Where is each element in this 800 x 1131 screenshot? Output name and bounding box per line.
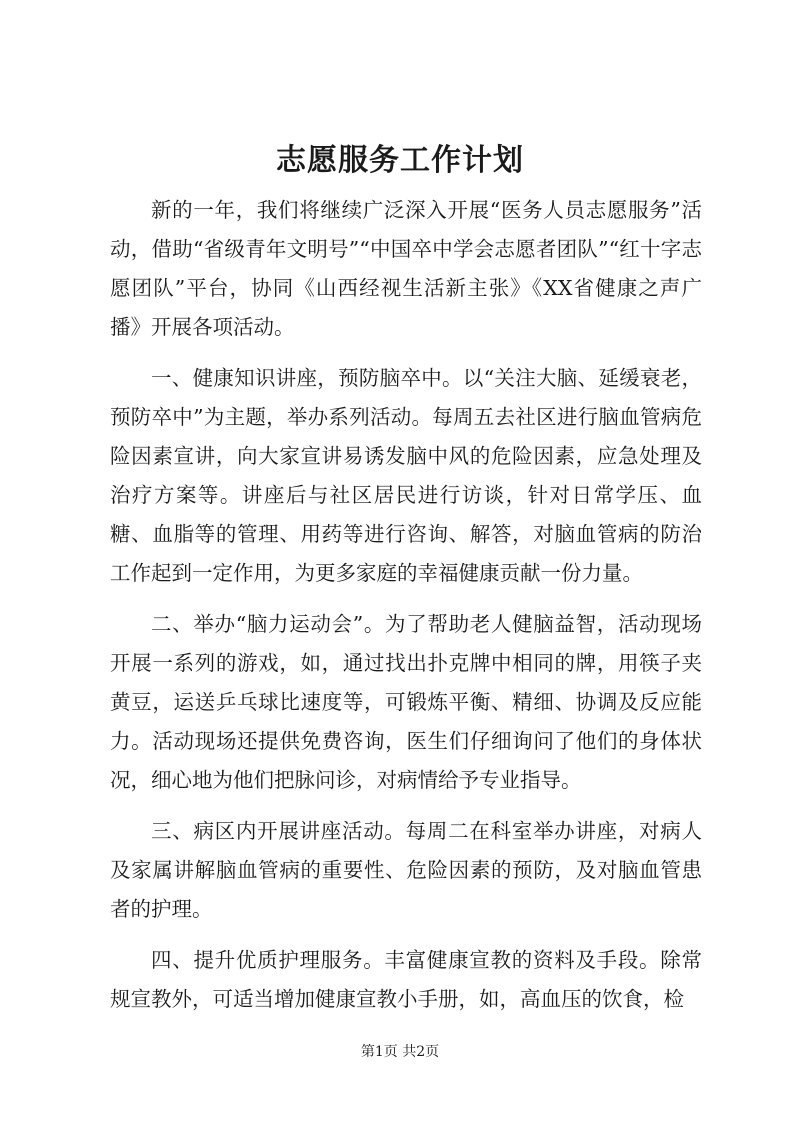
paragraph-section-2: 二、举办“脑力运动会”。为了帮助老人健脑益智，活动现场开展一系列的游戏，如，通过找出扑克牌中相同的牌，用筷子夹黄豆，运送乒乓球比速度等，可锻炼平衡、精细、协调及反应能力。活动现场还提供免费咨询，医生们仔细询问了他们的身体状况，细心地为他们把脉问诊，对病情给予专业指导。 — [110, 612, 702, 792]
document-body — [110, 191, 702, 1031]
document-title: 志愿服务工作计划 — [276, 143, 524, 178]
paragraph-section-1: 一、健康知识讲座，预防脑卒中。以“关注大脑、延缓衰老，预防卒中”为主题，举办系列活动。每周五去社区进行脑血管病危险因素宣讲，向大家宣讲易诱发脑中风的危险因素，应急处理及治疗方案等。讲座后与社区居民进行访谈，针对日常学压、血糖、血脂等的管理、用药等进行咨询、解答，对脑血管病的防治工作起到一定作用，为更多家庭的幸福健康贡献一份力量。 — [110, 366, 702, 585]
paragraph-section-4: 四、提升优质护理服务。丰富健康宣教的资料及手段。除常规宣教外，可适当增加健康宣教小手册，如，高血压的饮食，检 — [110, 948, 702, 1011]
paragraph-section-3: 三、病区内开展讲座活动。每周二在科室举办讲座，对病人及家属讲解脑血管病的重要性、危险因素的预防，及对脑血管患者的护理。 — [110, 819, 702, 921]
page-number-footer: 第1页 共2页 — [360, 1044, 440, 1060]
paragraph-intro: 新的一年，我们将继续广泛深入开展“医务人员志愿服务”活动，借助“省级青年文明号”“中国卒中学会志愿者团队”“红十字志愿团队”平台，协同《山西经视生活新主张》《XX省健康之声广播》开展各项活动。 — [110, 198, 702, 339]
